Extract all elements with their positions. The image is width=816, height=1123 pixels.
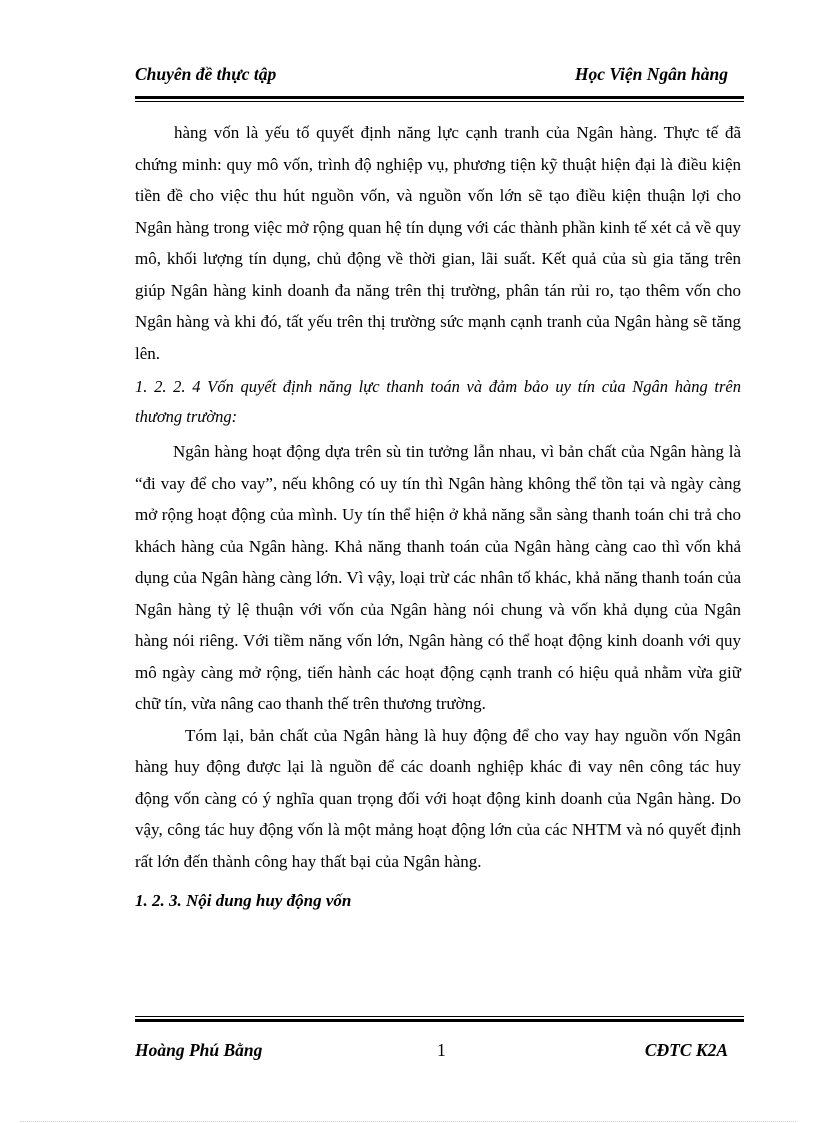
page-header: [135, 64, 728, 90]
footer-rule-thin: [135, 1016, 744, 1017]
footer-class-code: CĐTC K2A: [644, 1040, 728, 1060]
section-heading-1-2-3: 1. 2. 3. Nội dung huy động vốn: [135, 891, 352, 910]
body-paragraph: Ngân hàng hoạt động dựa trên sù tin tưởng lẫn nhau, vì bản chất của Ngân hàng là “đi vay để cho vay”, nếu không có uy tín thì Ngân hàng không thể tồn tại và ngày càng mở rộng hoạt động của mình. Uy tín thể hiện ở khả năng sẵn sàng thanh toán chi trả cho khách hàng của Ngân hàng. Khả năng thanh toán của Ngân hàng càng cao thì vốn khả dụng của Ngân hàng càng lớn. Vì vậy, loại trừ các nhân tố khác, khả năng thanh toán của Ngân hàng tỷ lệ thuận với vốn của Ngân hàng nói chung và vốn khả dụng của Ngân hàng nói riêng. Với tiềm năng vốn lớn, Ngân hàng có thể hoạt động kinh doanh với quy mô ngày càng mở rộng, tiến hành các hoạt động cạnh tranh có hiệu quả nhằm vừa giữ chữ tín, vừa nâng cao thanh thế trên thương trường.: [135, 442, 741, 713]
footer-rule-thick: [135, 1019, 744, 1022]
document-body: [135, 117, 741, 917]
page-number: 1: [437, 1040, 446, 1060]
body-paragraph: Tóm lại, bản chất của Ngân hàng là huy động để cho vay hay nguồn vốn Ngân hàng huy động được lại là nguồn để các doanh nghiệp khác đi vay nên công tác huy động vốn càng có ý nghĩa quan trọng đối với hoạt động kinh doanh của Ngân hàng. Do vậy, công tác huy động vốn là một mảng hoạt động lớn của các NHTM và nó quyết định rất lớn đến thành công hay thất bại của Ngân hàng.: [135, 725, 741, 871]
header-institution: Học Viện Ngân hàng: [574, 64, 728, 84]
body-paragraph: hàng vốn là yếu tố quyết định năng lực cạnh tranh của Ngân hàng. Thực tế đã chứng minh: quy mô vốn, trình độ nghiệp vụ, phương tiện kỹ thuật hiện đại là điều kiện tiền đề cho việc thu hút nguồn vốn, và nguồn vốn lớn sẽ tạo điều kiện thuận lợi cho Ngân hàng trong việc mở rộng quan hệ tín dụng với các thành phần kinh tế xét cả về quy mô, khối lượng tín dụng, chủ động về thời gian, lãi suất. Kết quả của sù gia tăng trên giúp Ngân hàng kinh doanh đa năng trên thị trường, phân tán rủi ro, tạo thêm vốn cho Ngân hàng và khi đó, tất yếu trên thị trường sức mạnh cạnh tranh của Ngân hàng sẽ tăng lên.: [135, 123, 741, 363]
page-footer: [135, 1040, 728, 1066]
page-edge-divider: [20, 1121, 796, 1122]
header-document-type: Chuyên đề thực tập: [135, 64, 277, 84]
footer-author: Hoàng Phú Bằng: [135, 1040, 263, 1060]
header-rule-thin: [135, 101, 744, 102]
section-heading-1-2-2-4: 1. 2. 2. 4 Vốn quyết định năng lực thanh toán và đảm bảo uy tín của Ngân hàng trên thương trường:: [135, 377, 741, 426]
header-rule-thick: [135, 96, 744, 99]
